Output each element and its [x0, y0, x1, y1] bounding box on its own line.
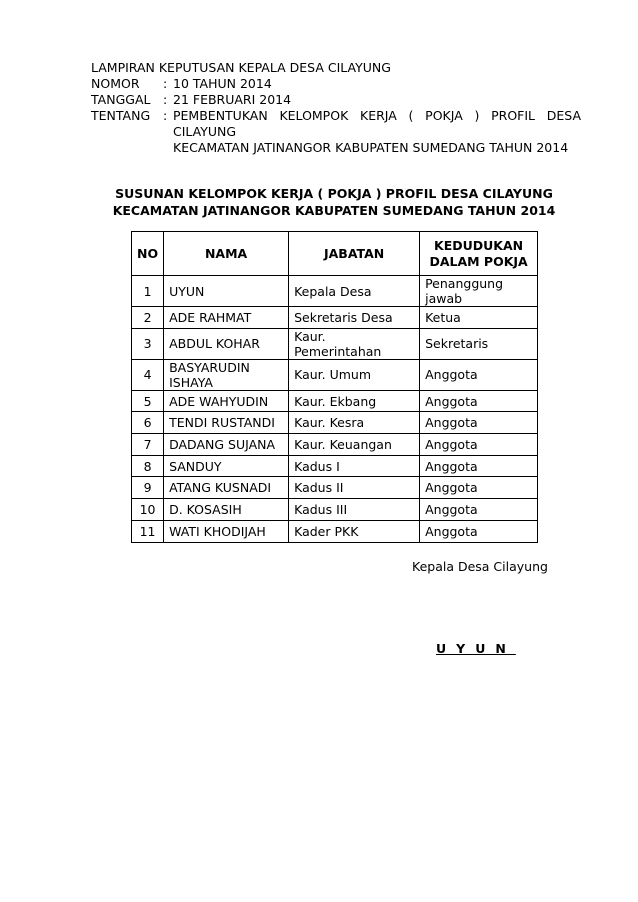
signature-title: Kepala Desa Cilayung [412, 559, 548, 574]
cell-no: 5 [132, 390, 164, 412]
cell-nama: UYUN [164, 276, 289, 307]
cell-nama: DADANG SUJANA [164, 434, 289, 456]
decree-header [91, 60, 581, 156]
cell-jabatan: Kadus III [289, 499, 420, 521]
cell-nama: ABDUL KOHAR [164, 328, 289, 359]
cell-nama: ADE WAHYUDIN [164, 390, 289, 412]
cell-no: 7 [132, 434, 164, 456]
cell-nama: ADE RAHMAT [164, 307, 289, 329]
cell-nama: BASYARUDIN ISHAYA [164, 359, 289, 390]
cell-no: 10 [132, 499, 164, 521]
table-row [132, 520, 538, 542]
kedudukan-header-line2: DALAM POKJA [429, 253, 528, 269]
cell-jabatan: Sekretaris Desa [289, 307, 420, 329]
signature-name: UYUN [436, 641, 516, 656]
col-header-jabatan: JABATAN [289, 232, 420, 276]
table-row [132, 328, 538, 359]
cell-nama: SANDUY [164, 455, 289, 477]
cell-kedudukan: Anggota [420, 390, 538, 412]
cell-kedudukan: Anggota [420, 477, 538, 499]
tentang-value-line2: KECAMATAN JATINANGOR KABUPATEN SUMEDANG TAHUN 2014 [173, 140, 569, 155]
cell-kedudukan: Ketua [420, 307, 538, 329]
cell-jabatan: Kaur. Pemerintahan [289, 328, 420, 359]
cell-kedudukan: Anggota [420, 520, 538, 542]
colon: : [163, 108, 168, 123]
cell-no: 2 [132, 307, 164, 329]
header-nomor-row [91, 76, 581, 92]
col-header-nama: NAMA [164, 232, 289, 276]
cell-kedudukan: Anggota [420, 434, 538, 456]
cell-jabatan: Kaur. Keuangan [289, 434, 420, 456]
nomor-label: NOMOR [91, 76, 140, 91]
cell-jabatan: Kadus I [289, 455, 420, 477]
cell-kedudukan: Sekretaris [420, 328, 538, 359]
cell-no: 6 [132, 412, 164, 434]
pokja-table [131, 231, 538, 543]
header-tentang-row [91, 108, 581, 140]
table-row [132, 455, 538, 477]
col-header-kedudukan [420, 232, 538, 276]
table-row [132, 390, 538, 412]
nomor-value: 10 TAHUN 2014 [173, 76, 272, 91]
table-row [132, 499, 538, 521]
table-row [132, 359, 538, 390]
cell-kedudukan: Penanggung jawab [420, 276, 538, 307]
tanggal-label: TANGGAL [91, 92, 151, 107]
cell-kedudukan: Anggota [420, 359, 538, 390]
table-header-row [132, 232, 538, 276]
cell-no: 3 [132, 328, 164, 359]
cell-no: 4 [132, 359, 164, 390]
cell-no: 8 [132, 455, 164, 477]
cell-kedudukan: Anggota [420, 499, 538, 521]
cell-jabatan: Kaur. Ekbang [289, 390, 420, 412]
cell-kedudukan: Anggota [420, 455, 538, 477]
colon: : [163, 76, 168, 91]
table-row [132, 276, 538, 307]
cell-no: 11 [132, 520, 164, 542]
cell-no: 9 [132, 477, 164, 499]
title-line1: SUSUNAN KELOMPOK KERJA ( POKJA ) PROFIL DESA CILAYUNG [115, 186, 553, 201]
table-row [132, 477, 538, 499]
cell-jabatan: Kaur. Umum [289, 359, 420, 390]
cell-jabatan: Kepala Desa [289, 276, 420, 307]
header-lampiran: LAMPIRAN KEPUTUSAN KEPALA DESA CILAYUNG [91, 60, 391, 75]
cell-kedudukan: Anggota [420, 412, 538, 434]
kedudukan-header-line1: KEDUDUKAN [434, 237, 524, 253]
cell-jabatan: Kaur. Kesra [289, 412, 420, 434]
table-row [132, 434, 538, 456]
table-row [132, 307, 538, 329]
table-row [132, 412, 538, 434]
cell-nama: D. KOSASIH [164, 499, 289, 521]
col-header-no: NO [132, 232, 164, 276]
header-tanggal-row [91, 92, 581, 108]
title-line2: KECAMATAN JATINANGOR KABUPATEN SUMEDANG TAHUN 2014 [112, 203, 556, 218]
cell-nama: WATI KHODIJAH [164, 520, 289, 542]
colon: : [163, 92, 168, 107]
tentang-value-line1: PEMBENTUKAN KELOMPOK KERJA ( POKJA ) PROFIL DESA CILAYUNG [173, 108, 581, 139]
tanggal-value: 21 FEBRUARI 2014 [173, 92, 292, 107]
cell-nama: ATANG KUSNADI [164, 477, 289, 499]
tentang-label: TENTANG [91, 108, 151, 123]
cell-jabatan: Kadus II [289, 477, 420, 499]
cell-no: 1 [132, 276, 164, 307]
cell-jabatan: Kader PKK [289, 520, 420, 542]
document-title [100, 185, 568, 219]
cell-nama: TENDI RUSTANDI [164, 412, 289, 434]
